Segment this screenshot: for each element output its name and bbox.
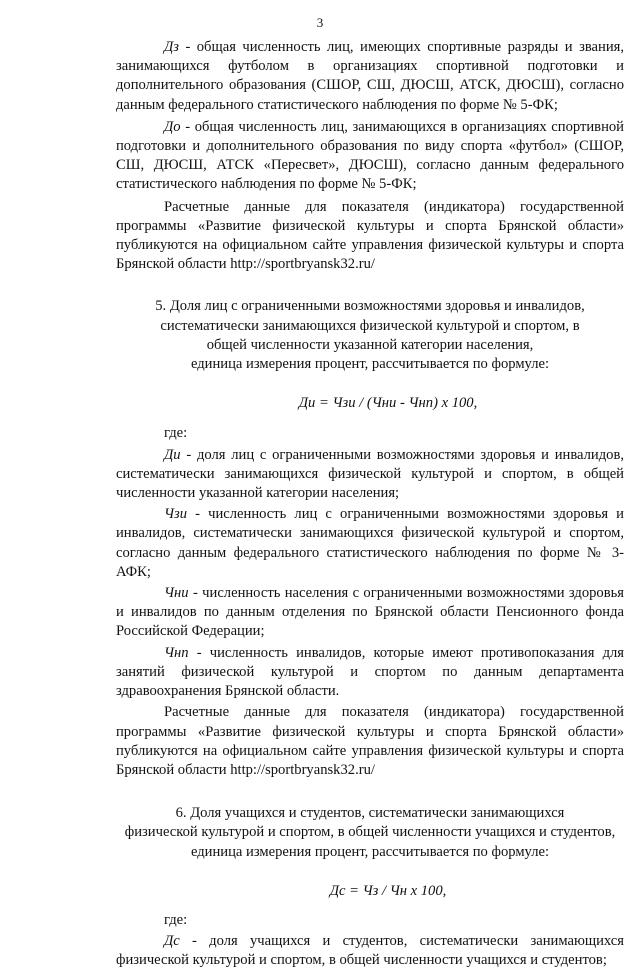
heading-line: физической культурой и спортом, в общей численности учащихся и студентов, (124, 824, 616, 841)
section-6-heading (116, 804, 624, 862)
definition-text: - доля лиц с ограниченными возможностями здоровья и инвалидов, систематически занимающихся физической культурой и спортом, в общей численности указанной категории населения; (116, 446, 624, 502)
definition-text: - численность лиц с ограниченными возможностями здоровья и инвалидов, систематически занимающихся физической культурой и спортом, согласно данным федерального статистического наблюдения по форме № 3-АФК; (116, 506, 624, 580)
publication-note: Расчетные данные для показателя (индикатора) государственной программы «Развитие физической культуры и спорта Брянской области» публикуются на официальном сайте управления физической культуры и спорта Брянской области http://sportbryansk32.ru/ (116, 198, 624, 273)
heading-line: единица измерения процент, рассчитывается по формуле: (190, 843, 550, 860)
where-label: где: (164, 911, 188, 928)
definition-chzi (116, 505, 624, 582)
definition-ds (116, 932, 624, 970)
page-number: 3 (316, 15, 324, 30)
definition-chni (116, 584, 624, 642)
definition-dz (116, 38, 624, 115)
publication-note: Расчетные данные для показателя (индикатора) государственной программы «Развитие физической культуры и спорта Брянской области» публикуются на официальном сайте управления физической культуры и спорта Брянской области http://sportbryansk32.ru/ (116, 704, 624, 778)
heading-line: единица измерения процент, рассчитывается по формуле: (190, 356, 550, 373)
symbol: До (164, 118, 181, 135)
symbol: Чни (164, 585, 189, 602)
definition-text: - численность инвалидов, которые имеют противопоказания для занятий физической культурой и спортом по данным департамента здравоохранения Брянской области. (116, 644, 624, 700)
definition-chnp (116, 644, 624, 702)
definition-di (116, 446, 624, 504)
heading-line: систематически занимающихся физической культурой и спортом, в (160, 317, 580, 334)
heading-line: 6. Доля учащихся и студентов, систематически занимающихся (175, 805, 565, 822)
symbol: Ди (164, 446, 181, 463)
heading-line: общей численности указанной категории населения, (206, 336, 534, 353)
definition-do (116, 118, 624, 195)
symbol: Дс (164, 933, 180, 950)
formula-ds: Дс = Чз / Чн х 100, (329, 882, 447, 899)
definition-text: - общая численность лиц, имеющих спортивные разряды и звания, занимающихся футболом в организациях спортивной подготовки и дополнительного образования (СШОР, СШ, ДЮСШ, АТСК, ДЮСШ), согласно данным федерального статистического наблюдения по форме № 5-ФК; (116, 39, 624, 113)
symbol: Чзи (164, 506, 188, 523)
definition-text: - общая численность лиц, занимающихся в организациях спортивной подготовки и дополнительного образования по виду спорта «футбол» (СШОР, СШ, ДЮСШ, АТСК «Пересвет», ДЮСШ), согласно данным федерального статистического наблюдения по форме № 5-ФК; (116, 118, 624, 193)
symbol: Дз (164, 39, 179, 55)
symbol: Чнп (164, 644, 189, 661)
definition-text: - численность населения с ограниченными возможностями здоровья и инвалидов по данным отделения по Брянской области Пенсионного фонда Российской Федерации; (116, 585, 624, 640)
where-label: где: (164, 425, 188, 442)
document-body (116, 38, 624, 971)
definition-text: - доля учащихся и студентов, систематически занимающихся физической культурой и спортом, в общей численности учащихся и студентов; (116, 933, 624, 969)
formula-di: Ди = Чзи / (Чни - Чнп) х 100, (298, 395, 478, 412)
section-5-heading (116, 297, 624, 374)
heading-line: 5. Доля лиц с ограниченными возможностями здоровья и инвалидов, (155, 298, 585, 315)
